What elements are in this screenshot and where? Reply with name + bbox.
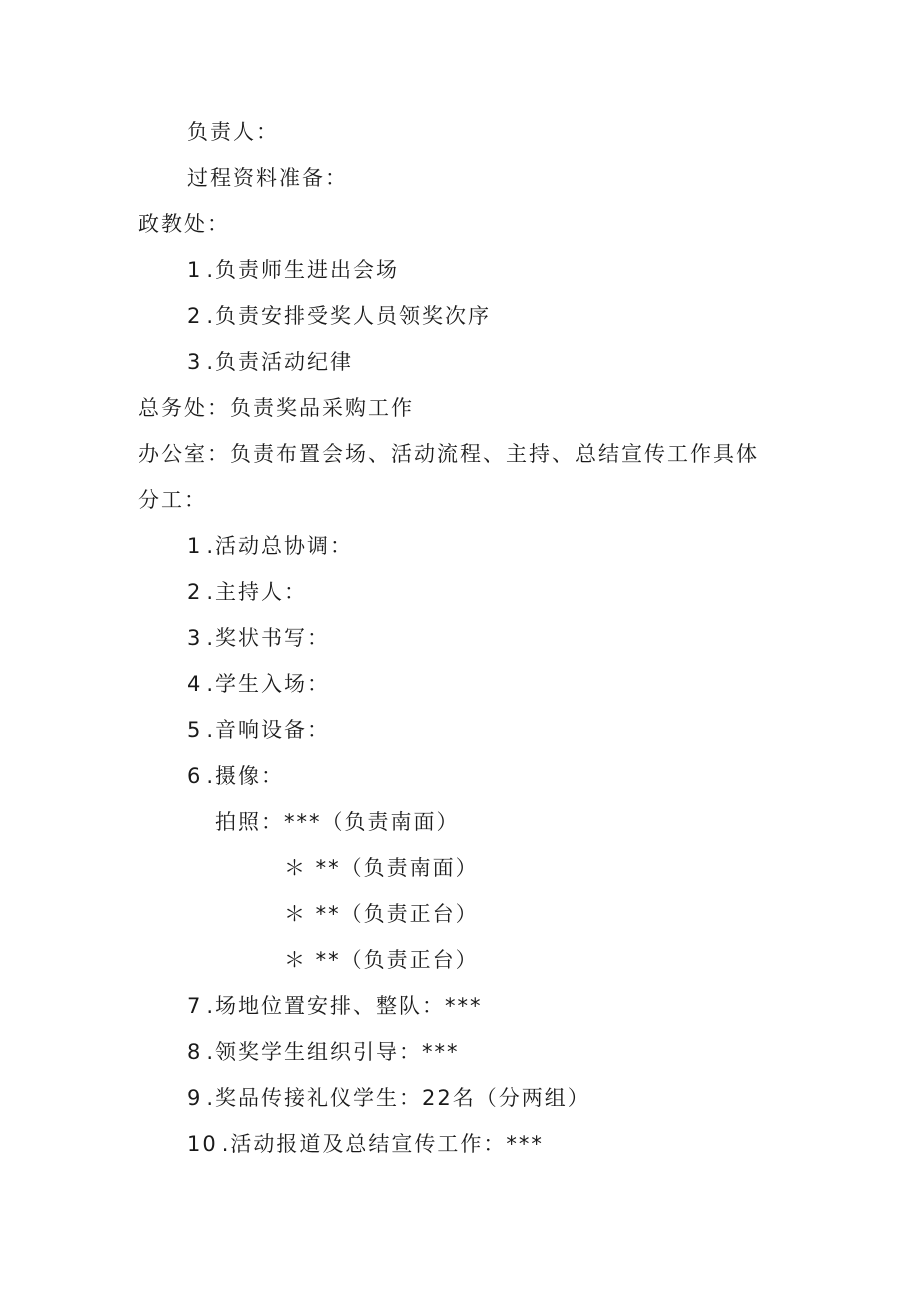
item-number: 2	[187, 304, 203, 328]
item-number: 7	[187, 994, 203, 1018]
list-item	[187, 578, 307, 606]
list-item	[187, 1130, 544, 1158]
line-text: 拍照：***（负责南面）	[215, 810, 460, 834]
text-line	[138, 440, 759, 468]
line-text: ＊ **（负责南面）	[284, 856, 479, 880]
item-number: 3	[187, 626, 203, 650]
line-text: .负责活动纪律	[206, 350, 354, 374]
line-text: .奖状书写：	[206, 626, 331, 650]
text-line	[284, 946, 479, 974]
line-text: .活动总协调：	[206, 534, 354, 558]
item-number: 10	[187, 1132, 218, 1156]
line-text: 负责人：	[187, 120, 279, 144]
line-text: .领奖学生组织引导：***	[206, 1040, 460, 1064]
list-item	[187, 1038, 460, 1066]
item-number: 3	[187, 350, 203, 374]
line-text: 政教处：	[138, 212, 230, 236]
section-heading	[138, 210, 230, 238]
item-number: 1	[187, 534, 203, 558]
line-text: ＊ **（负责正台）	[284, 902, 479, 926]
line-text: 办公室：负责布置会场、活动流程、主持、总结宣传工作具体	[138, 442, 759, 466]
item-number: 9	[187, 1086, 203, 1110]
list-item	[187, 762, 284, 790]
text-line	[284, 900, 479, 928]
list-item	[187, 716, 330, 744]
list-item	[187, 1084, 591, 1112]
text-line	[215, 808, 460, 836]
line-text: 分工：	[138, 488, 207, 512]
text-line	[187, 118, 279, 146]
list-item	[187, 348, 353, 376]
list-item	[187, 670, 330, 698]
item-number: 2	[187, 580, 203, 604]
line-text: 总务处：负责奖品采购工作	[138, 396, 414, 420]
line-text: .主持人：	[206, 580, 308, 604]
item-number: 8	[187, 1040, 203, 1064]
text-line	[187, 164, 348, 192]
list-item	[187, 532, 353, 560]
line-text: .摄像：	[206, 764, 285, 788]
line-text: ＊ **（负责正台）	[284, 948, 479, 972]
line-text: 过程资料准备：	[187, 166, 348, 190]
text-line	[284, 854, 479, 882]
item-number: 6	[187, 764, 203, 788]
line-text: .负责师生进出会场	[206, 258, 400, 282]
list-item	[187, 302, 491, 330]
item-number: 1	[187, 258, 203, 282]
text-line	[138, 486, 207, 514]
line-text: .场地位置安排、整队：***	[206, 994, 483, 1018]
item-number: 5	[187, 718, 203, 742]
line-text: .学生入场：	[206, 672, 331, 696]
list-item	[187, 256, 399, 284]
line-text: .奖品传接礼仪学生：22名（分两组）	[206, 1086, 591, 1110]
line-text: .活动报道及总结宣传工作：***	[221, 1132, 544, 1156]
list-item	[187, 992, 483, 1020]
text-line	[138, 394, 414, 422]
list-item	[187, 624, 330, 652]
item-number: 4	[187, 672, 203, 696]
line-text: .音响设备：	[206, 718, 331, 742]
line-text: .负责安排受奖人员领奖次序	[206, 304, 492, 328]
